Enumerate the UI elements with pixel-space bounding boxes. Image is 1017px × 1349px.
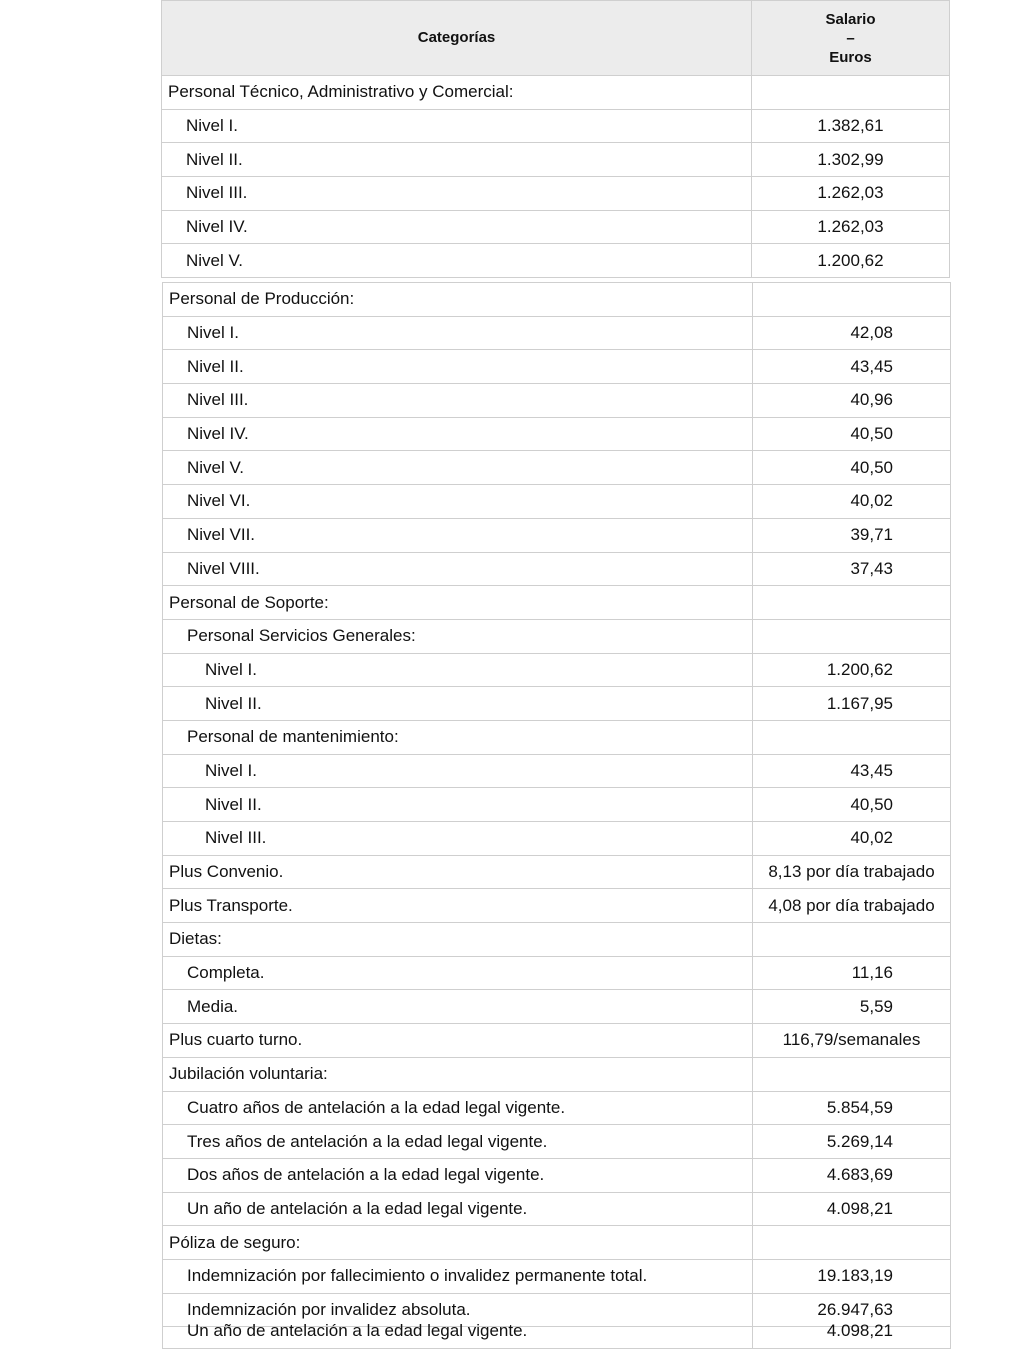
row-value: 5.854,59 [753, 1091, 951, 1125]
table-row [163, 316, 951, 350]
table-row [163, 956, 951, 990]
row-value: 42,08 [753, 316, 951, 350]
row-value: 1.200,62 [752, 244, 950, 278]
row-label: Dos años de antelación a la edad legal vigente. [163, 1158, 753, 1192]
table-row [163, 1315, 951, 1348]
row-value: 8,13 por día trabajado [753, 855, 951, 889]
row-label: Personal Técnico, Administrativo y Comercial: [162, 76, 752, 110]
row-label: Un año de antelación a la edad legal vigente. [163, 1192, 753, 1226]
row-value: 5,59 [753, 990, 951, 1024]
row-label: Nivel V. [162, 244, 752, 278]
row-label: Cuatro años de antelación a la edad legal vigente. [163, 1091, 753, 1125]
row-label: Dietas: [163, 923, 753, 957]
row-value: 4,08 por día trabajado [753, 889, 951, 923]
table-row [163, 1259, 951, 1293]
header-salario: Salario [825, 10, 876, 28]
table-row [163, 1158, 951, 1192]
table-row [163, 518, 951, 552]
row-value: 37,43 [753, 552, 951, 586]
row-value: 19.183,19 [753, 1259, 951, 1293]
row-label: Nivel III. [162, 177, 752, 211]
clipped-overflow-row [162, 1321, 951, 1341]
table-row [163, 417, 951, 451]
row-label: Nivel I. [163, 754, 753, 788]
table-row [163, 451, 951, 485]
row-label: Nivel II. [163, 687, 753, 721]
row-value [752, 76, 950, 110]
row-label: Nivel VIII. [163, 552, 753, 586]
salary-table-part-2 [162, 282, 951, 1327]
table-header-row [162, 1, 950, 76]
row-label: Nivel I. [162, 109, 752, 143]
salary-table-part-1 [161, 0, 950, 278]
row-value: 1.302,99 [752, 143, 950, 177]
row-label: Plus Convenio. [163, 855, 753, 889]
row-label: Tres años de antelación a la edad legal vigente. [163, 1125, 753, 1159]
row-label: Nivel II. [163, 788, 753, 822]
section-row [163, 720, 951, 754]
table-row [162, 210, 950, 244]
row-value [753, 283, 951, 317]
row-label: Jubilación voluntaria: [163, 1057, 753, 1091]
row-value: 43,45 [753, 350, 951, 384]
section-row [163, 1057, 951, 1091]
header-dash: – [846, 29, 855, 47]
table-row [163, 653, 951, 687]
row-value: 43,45 [753, 754, 951, 788]
row-label: Nivel VI. [163, 485, 753, 519]
row-label: Nivel III. [163, 822, 753, 856]
row-value: 1.167,95 [753, 687, 951, 721]
row-value [753, 720, 951, 754]
table-row [163, 485, 951, 519]
row-label: Un año de antelación a la edad legal vigente. [163, 1315, 753, 1348]
row-label: Nivel V. [163, 451, 753, 485]
row-label: Nivel III. [163, 384, 753, 418]
header-categorias: Categorías [162, 1, 752, 76]
clipped-table [162, 1315, 951, 1349]
row-value: 40,02 [753, 822, 951, 856]
row-label: Personal de Producción: [163, 283, 753, 317]
table-body [162, 76, 950, 278]
row-label: Plus Transporte. [163, 889, 753, 923]
table-row [163, 350, 951, 384]
row-value: 40,50 [753, 417, 951, 451]
row-value: 4.683,69 [753, 1158, 951, 1192]
row-value: 40,50 [753, 451, 951, 485]
table-row [162, 177, 950, 211]
row-label: Plus cuarto turno. [163, 1024, 753, 1058]
row-label: Personal Servicios Generales: [163, 619, 753, 653]
table-row [163, 384, 951, 418]
row-label: Completa. [163, 956, 753, 990]
row-label: Nivel IV. [162, 210, 752, 244]
row-label: Nivel I. [163, 316, 753, 350]
row-value: 11,16 [753, 956, 951, 990]
row-value: 4.098,21 [753, 1192, 951, 1226]
row-value: 5.269,14 [753, 1125, 951, 1159]
row-label: Indemnización por fallecimiento o invalidez permanente total. [163, 1259, 753, 1293]
row-label: Póliza de seguro: [163, 1226, 753, 1260]
row-label: Nivel II. [163, 350, 753, 384]
row-value: 4.098,21 [753, 1315, 951, 1348]
table-row [163, 552, 951, 586]
section-row [163, 586, 951, 620]
row-value: 40,02 [753, 485, 951, 519]
row-value: 1.262,03 [752, 177, 950, 211]
row-value [753, 586, 951, 620]
header-euros: Euros [829, 48, 872, 66]
section-row [163, 619, 951, 653]
table-row [163, 1192, 951, 1226]
row-label: Nivel II. [162, 143, 752, 177]
section-row [162, 76, 950, 110]
row-value: 1.200,62 [753, 653, 951, 687]
row-value: 1.382,61 [752, 109, 950, 143]
row-value: 40,96 [753, 384, 951, 418]
row-value [753, 619, 951, 653]
table-row [163, 788, 951, 822]
row-value [753, 1057, 951, 1091]
row-label: Nivel VII. [163, 518, 753, 552]
table-row [162, 109, 950, 143]
row-value [753, 1226, 951, 1260]
section-row [163, 1226, 951, 1260]
row-label: Indemnización por invalidez absoluta. [163, 1293, 753, 1327]
table-row [163, 1091, 951, 1125]
table-body [163, 283, 951, 1327]
row-label: Nivel I. [163, 653, 753, 687]
row-value [753, 923, 951, 957]
row-value: 40,50 [753, 788, 951, 822]
header-salario-euros [752, 1, 950, 76]
section-row [163, 283, 951, 317]
table-row [163, 1024, 951, 1058]
table-row [162, 143, 950, 177]
row-label: Personal de Soporte: [163, 586, 753, 620]
row-label: Media. [163, 990, 753, 1024]
row-label: Nivel IV. [163, 417, 753, 451]
row-value: 39,71 [753, 518, 951, 552]
table-row [163, 687, 951, 721]
row-value: 1.262,03 [752, 210, 950, 244]
section-row [163, 923, 951, 957]
table-row [163, 855, 951, 889]
row-value: 26.947,63 [753, 1293, 951, 1327]
row-label: Personal de mantenimiento: [163, 720, 753, 754]
table-row [163, 822, 951, 856]
table-row [163, 1125, 951, 1159]
table-row [163, 889, 951, 923]
table-row [162, 244, 950, 278]
table-row [163, 990, 951, 1024]
table-row [163, 754, 951, 788]
row-value: 116,79/semanales [753, 1024, 951, 1058]
